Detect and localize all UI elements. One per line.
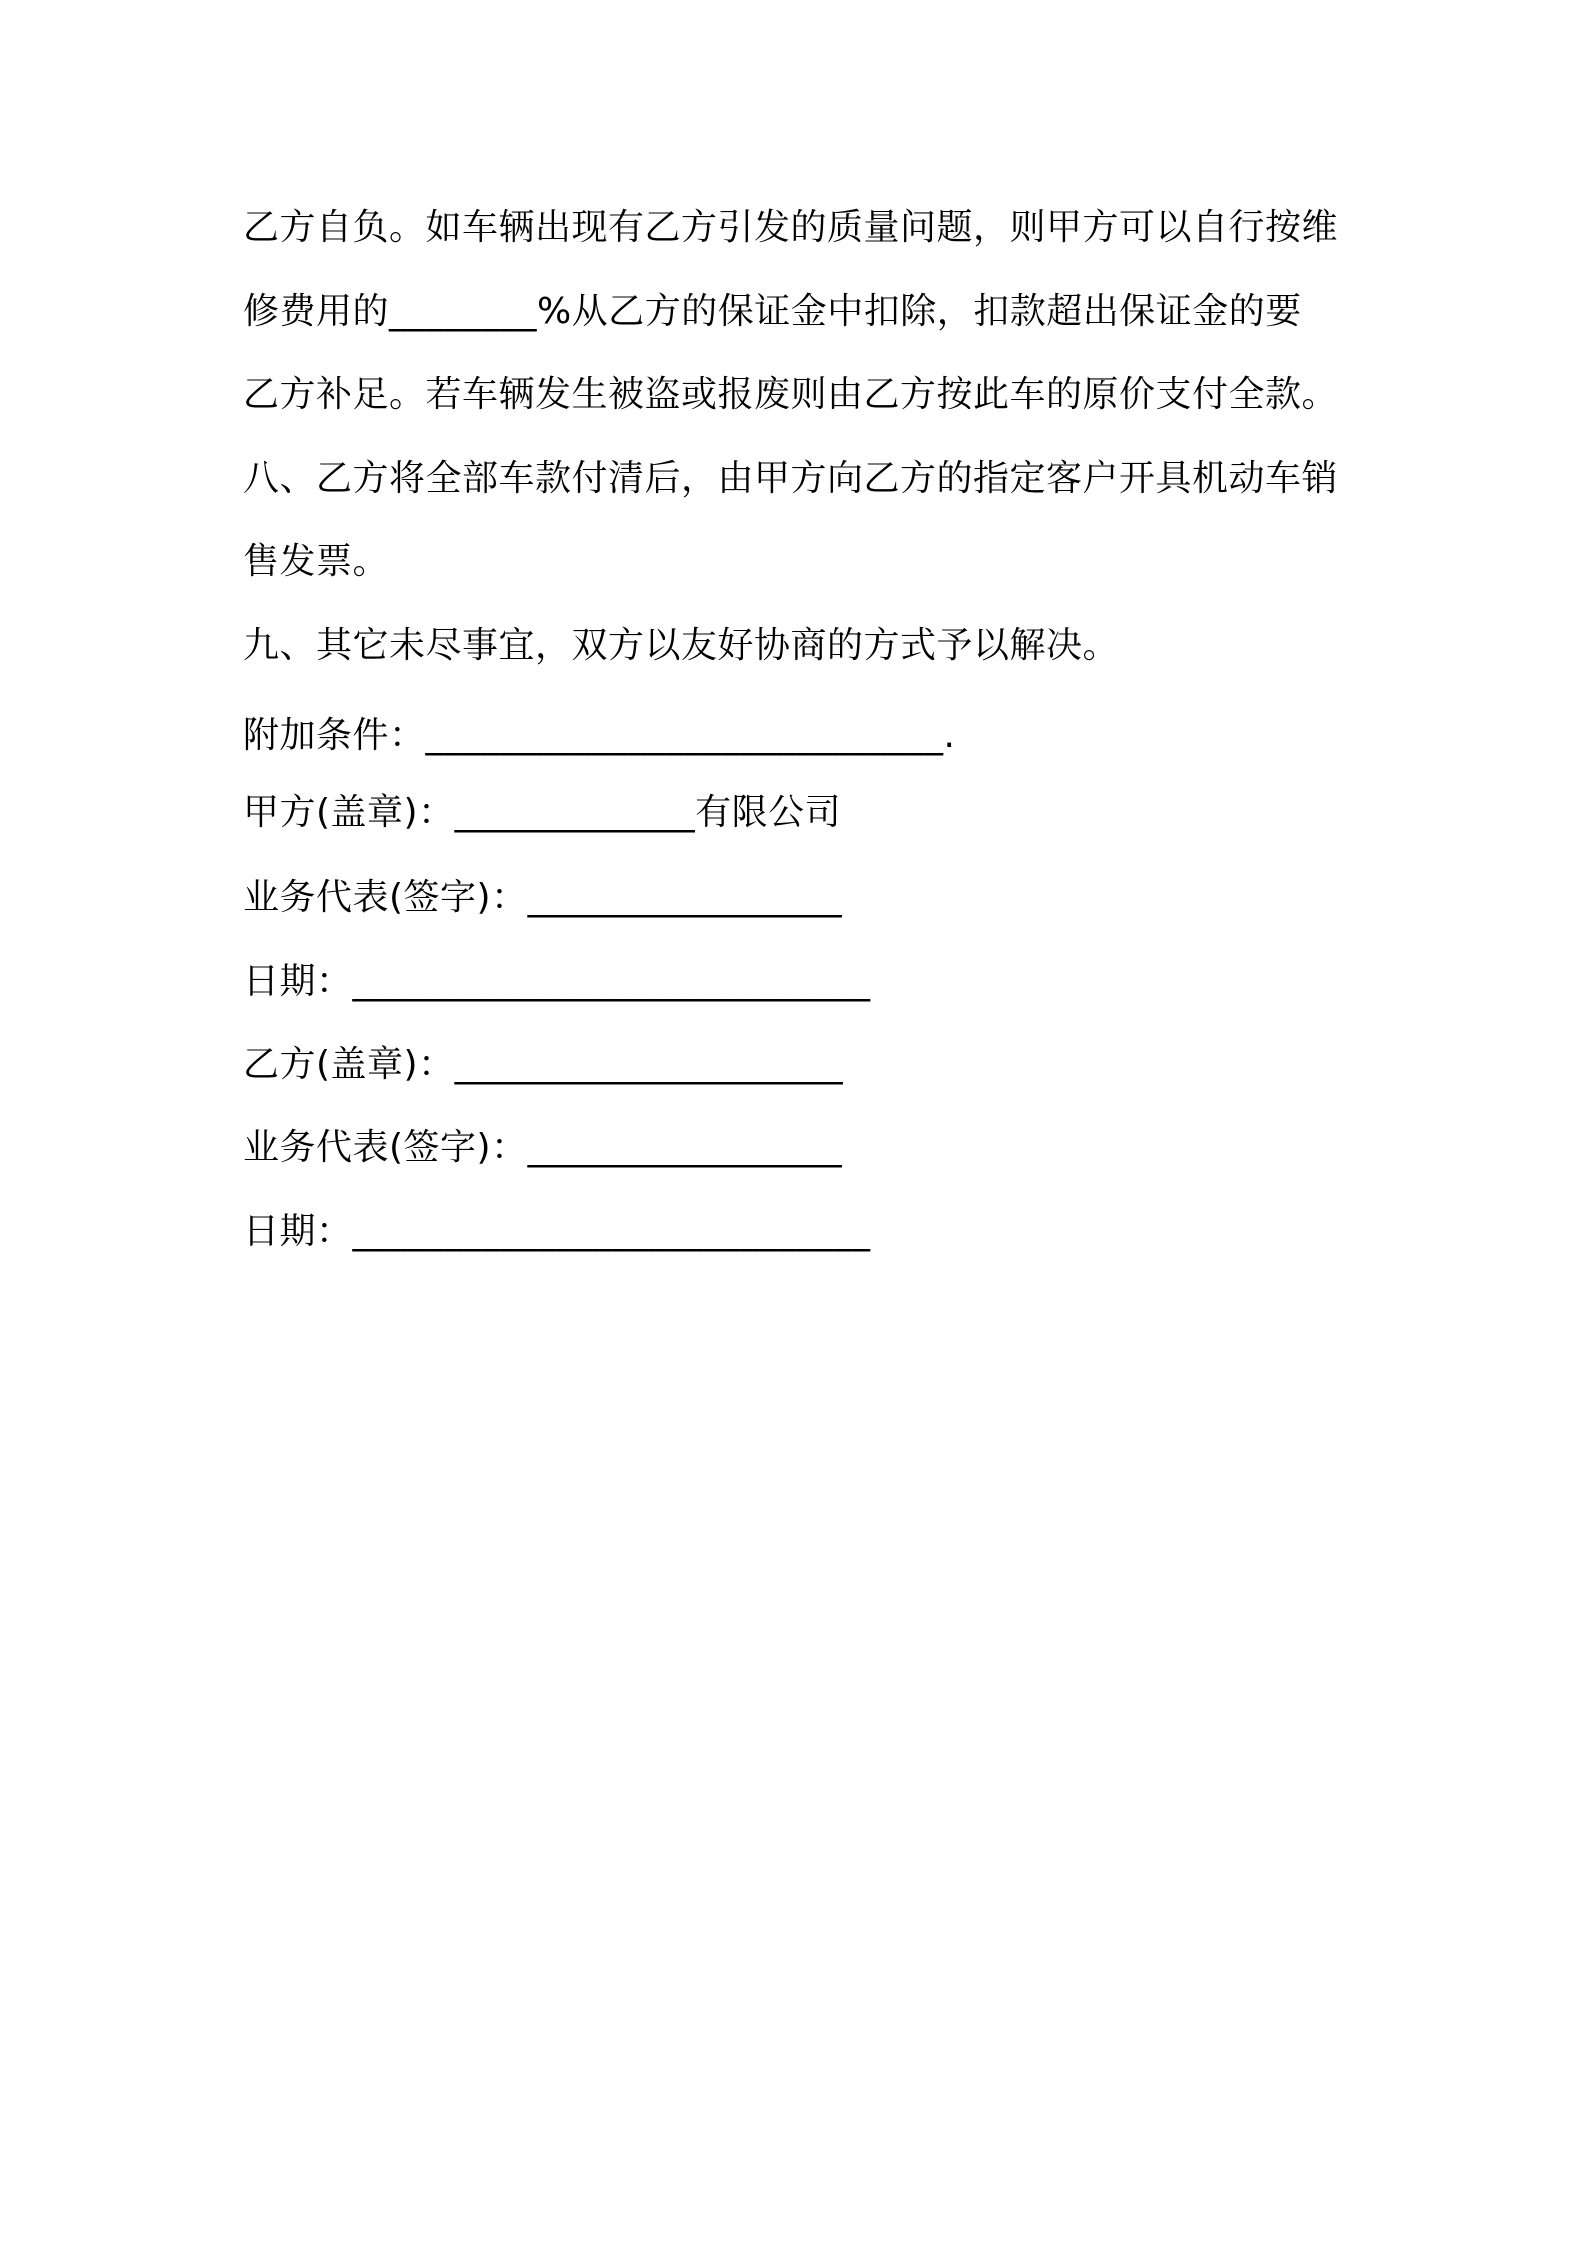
clause-eight-line: 八、乙方将全部车款付清后，由甲方向乙方的指定客户开具机动车销 (243, 458, 1339, 499)
clause-text-line: 乙方自负。如车辆出现有乙方引发的质量问题，则甲方可以自行按维 (243, 207, 1339, 248)
additional-conditions-field: 附加条件：____________________________. (243, 715, 956, 756)
party-b-representative-field: 业务代表(签字)：_________________ (243, 1127, 843, 1168)
party-a-seal-field: 甲方(盖章)：_____________有限公司 (243, 792, 842, 833)
party-b-date-field: 日期：____________________________ (243, 1211, 871, 1252)
party-a-representative-field: 业务代表(签字)：_________________ (243, 877, 843, 918)
clause-text-line: 修费用的________%从乙方的保证金中扣除，扣款超出保证金的要 (243, 291, 1302, 332)
clause-eight-line: 售发票。 (243, 541, 390, 582)
party-b-seal-field: 乙方(盖章)：_____________________ (243, 1044, 844, 1085)
party-a-date-field: 日期：____________________________ (243, 961, 871, 1002)
clause-text-line: 乙方补足。若车辆发生被盗或报废则由乙方按此车的原价支付全款。 (243, 374, 1339, 415)
clause-nine-line: 九、其它未尽事宜，双方以友好协商的方式予以解决。 (243, 625, 1120, 666)
